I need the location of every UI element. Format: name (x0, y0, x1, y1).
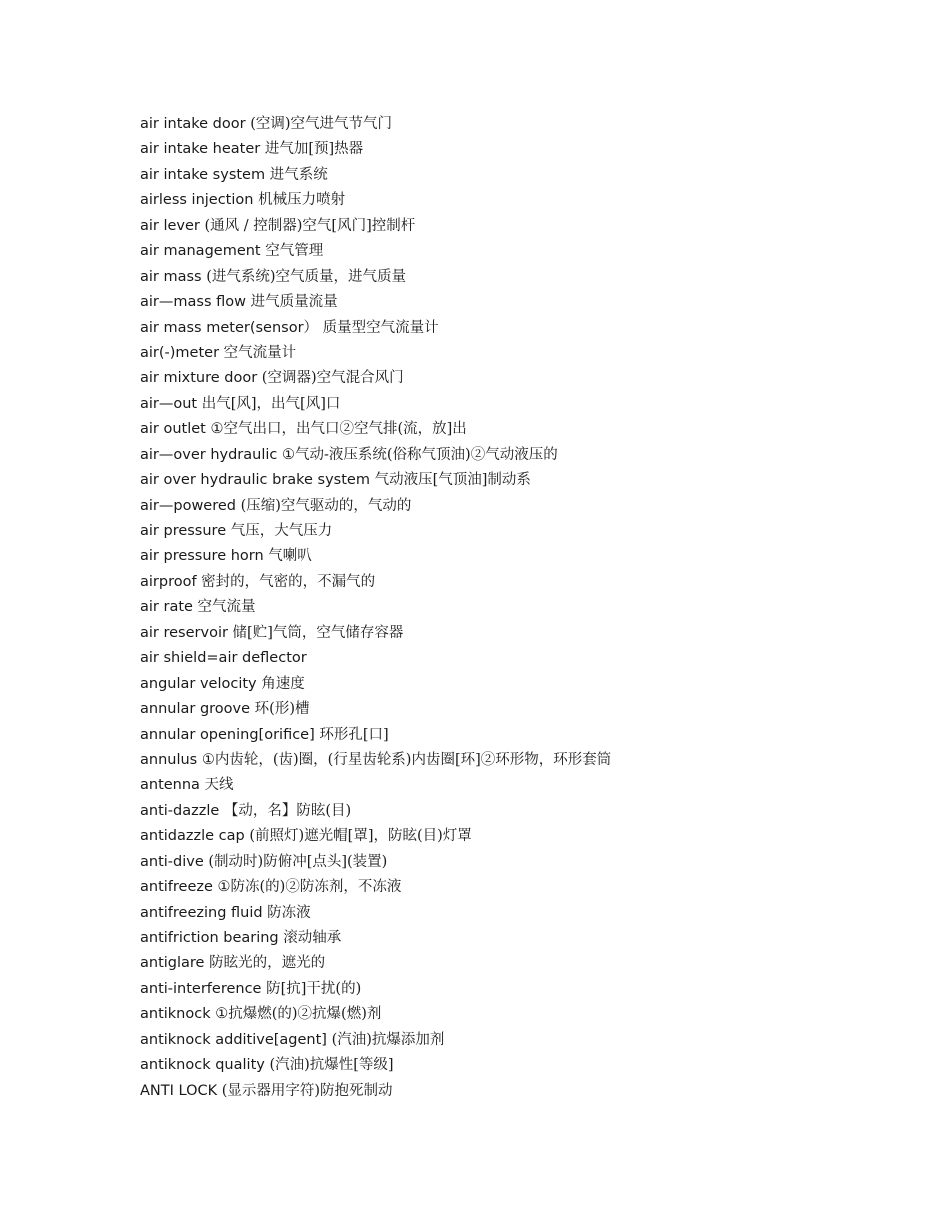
glossary-entry (140, 443, 611, 468)
entry-term: air mass meter(sensor） (140, 319, 319, 336)
entry-term: air mixture door (140, 370, 258, 387)
entry-definition: 防[抗]干扰(的) (261, 980, 362, 997)
entry-definition: 防冻液 (262, 904, 311, 921)
entry-definition: (汽油)抗爆添加剂 (326, 1031, 445, 1048)
glossary-entry (140, 977, 611, 1002)
glossary-entry (140, 417, 611, 442)
glossary-entry (140, 875, 611, 900)
entry-definition: (通风 / 控制器)空气[风门]控制杆 (199, 217, 416, 234)
entry-definition: (前照灯)遮光帽[罩]，防眩(目)灯罩 (244, 828, 472, 845)
entry-term: air shield=air deflector (140, 650, 307, 667)
entry-term: airless injection (140, 192, 254, 209)
glossary-entry (140, 214, 611, 239)
entry-definition: ①气动-液压系统(俗称气顶油)②气动液压的 (277, 446, 558, 463)
entry-definition: 出气[风]，出气[风]口 (197, 395, 341, 412)
entry-definition: 储[贮]气筒，空气储存容器 (227, 624, 404, 641)
entry-term: air outlet (140, 421, 206, 438)
entry-term: angular velocity (140, 675, 257, 692)
entry-definition: 空气管理 (260, 243, 324, 260)
glossary-entry (140, 468, 611, 493)
entry-definition: (汽油)抗爆性[等级] (264, 1057, 394, 1074)
entry-term: air rate (140, 599, 193, 616)
entry-term: air pressure (140, 523, 227, 539)
entry-definition: (显示器用字符)防抱死制动 (217, 1082, 393, 1099)
entry-definition: 气压，大气压力 (226, 523, 333, 539)
glossary-entry (140, 290, 611, 315)
entry-term: antenna (140, 777, 200, 794)
entry-definition: 空气流量计 (219, 344, 297, 361)
glossary-entry (140, 621, 611, 646)
entry-term: air—mass flow (140, 294, 246, 311)
entry-definition: 环(形)槽 (250, 701, 310, 718)
entry-term: air—powered (140, 497, 236, 514)
entry-definition: 气动液压[气顶油]制动系 (369, 472, 531, 489)
entry-definition: 进气系统 (265, 166, 328, 183)
entry-term: air mass (140, 268, 202, 285)
entry-definition: 进气加[预]热器 (260, 141, 364, 158)
entry-term: air management (140, 243, 261, 260)
entry-definition: 滚动轴承 (278, 930, 342, 946)
entry-definition: (空调器)空气混合风门 (257, 370, 404, 387)
glossary-entry (140, 1028, 611, 1053)
entry-term: antiknock additive[agent] (140, 1031, 327, 1048)
entry-definition: 质量型空气流量计 (318, 319, 439, 336)
entry-definition: 进气质量流量 (245, 294, 338, 311)
glossary-entry (140, 850, 611, 875)
glossary-entry (140, 697, 611, 722)
entry-definition: 气喇叭 (263, 548, 312, 565)
entry-definition: 机械压力喷射 (253, 192, 346, 209)
entry-term: antifriction bearing (140, 930, 279, 946)
entry-term: air reservoir (140, 624, 228, 641)
glossary-entry (140, 239, 611, 264)
glossary-entry (140, 799, 611, 824)
entry-definition: (压缩)空气驱动的，气动的 (236, 497, 412, 514)
entry-definition: ①空气出口，出气口②空气排(流，放]出 (205, 421, 467, 438)
entry-definition: 防眩光的，遮光的 (204, 955, 326, 972)
glossary-entry (140, 1002, 611, 1027)
entry-term: antidazzle cap (140, 828, 245, 845)
glossary-entry (140, 646, 611, 671)
glossary-entry (140, 188, 611, 213)
glossary-entry (140, 163, 611, 188)
entry-definition: ①抗爆燃(的)②抗爆(燃)剂 (210, 1006, 382, 1023)
glossary-entry (140, 901, 611, 926)
entry-term: annular groove (140, 701, 251, 718)
entry-term: airproof (140, 573, 197, 590)
glossary-entry (140, 544, 611, 569)
entry-term: antifreeze (140, 879, 213, 896)
glossary-entry (140, 519, 611, 544)
entry-definition: 密封的，气密的，不漏气的 (196, 573, 376, 590)
entry-term: annulus (140, 751, 198, 768)
entry-term: antifreezing fluid (140, 904, 263, 921)
glossary-entry (140, 341, 611, 366)
glossary-entry (140, 570, 611, 595)
entry-definition: 【动，名】防眩(目) (219, 802, 352, 819)
glossary-entry (140, 366, 611, 391)
entry-term: air intake heater (140, 141, 261, 158)
entry-term: anti-dazzle (140, 802, 220, 819)
entry-term: air intake system (140, 166, 266, 183)
glossary-entry (140, 926, 611, 951)
entry-definition: (进气系统)空气质量，进气质量 (201, 268, 407, 285)
glossary-entry (140, 723, 611, 748)
entry-definition: 空气流量 (192, 599, 256, 616)
entry-term: air(-)meter (140, 344, 220, 361)
glossary-list (140, 112, 611, 1104)
entry-term: antiknock quality (140, 1057, 265, 1074)
entry-definition: (制动时)防俯冲[点头](装置) (203, 853, 388, 870)
glossary-entry (140, 773, 611, 798)
entry-term: air—over hydraulic (140, 446, 278, 463)
entry-term: anti-dive (140, 853, 204, 870)
entry-term: anti-interference (140, 980, 262, 997)
entry-term: air intake door (140, 116, 246, 132)
entry-definition: ①防冻(的)②防冻剂，不冻液 (212, 879, 402, 896)
glossary-entry (140, 112, 611, 137)
glossary-entry (140, 951, 611, 976)
entry-term: air—out (140, 395, 198, 412)
entry-definition: 天线 (199, 777, 234, 794)
glossary-entry (140, 1079, 611, 1104)
glossary-entry (140, 595, 611, 620)
entry-term: air pressure horn (140, 548, 264, 565)
entry-term: annular opening[orifice] (140, 726, 315, 743)
glossary-entry (140, 494, 611, 519)
glossary-entry (140, 392, 611, 417)
entry-term: antiglare (140, 955, 205, 972)
entry-definition: 角速度 (256, 675, 305, 692)
glossary-entry (140, 1053, 611, 1078)
glossary-entry (140, 672, 611, 697)
entry-term: ANTI LOCK (140, 1082, 218, 1099)
entry-definition: ①内齿轮，(齿)圈，(行星齿轮系)内齿圈[环]②环形物，环形套筒 (197, 751, 612, 768)
entry-term: air lever (140, 217, 200, 234)
entry-term: air over hydraulic brake system (140, 472, 370, 489)
glossary-entry (140, 265, 611, 290)
entry-definition: 环形孔[口] (314, 726, 389, 743)
glossary-entry (140, 748, 611, 773)
glossary-entry (140, 316, 611, 341)
glossary-entry (140, 824, 611, 849)
glossary-entry (140, 137, 611, 162)
entry-term: antiknock (140, 1006, 211, 1023)
entry-definition: (空调)空气进气节气门 (245, 116, 393, 132)
